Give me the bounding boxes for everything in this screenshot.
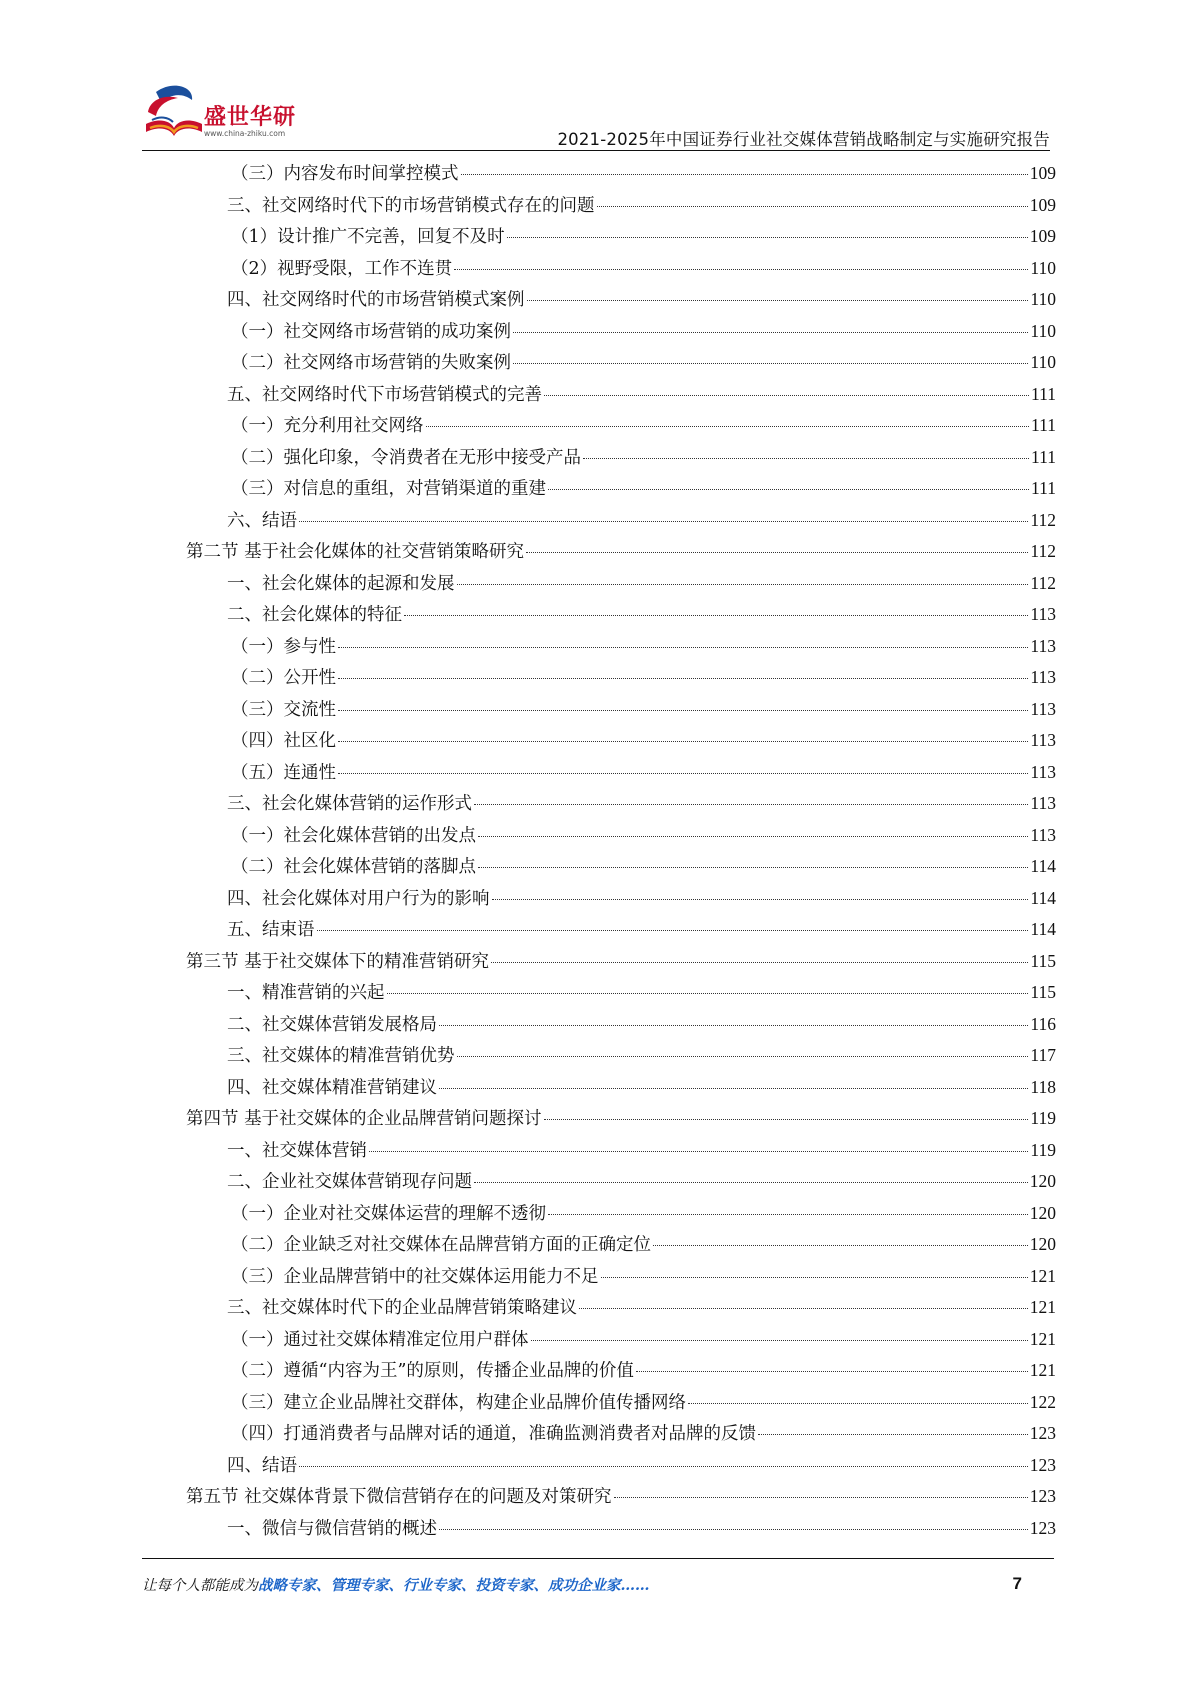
toc-entry[interactable] xyxy=(186,1263,1056,1295)
toc-entry-page: 121 xyxy=(1029,1265,1056,1286)
toc-dot-leader xyxy=(636,1371,1028,1372)
toc-entry-title: （三）交流性 xyxy=(231,699,336,720)
toc-entry-title: 三、社会化媒体营销的运作形式 xyxy=(227,794,472,814)
toc-entry[interactable] xyxy=(186,664,1056,696)
page-header xyxy=(142,82,1050,154)
toc-entry-title: （一）通过社交媒体精准定位用户群体 xyxy=(231,1329,529,1350)
toc-entry[interactable] xyxy=(186,538,1056,570)
table-of-contents xyxy=(186,160,1056,1546)
toc-entry-page: 123 xyxy=(1029,1517,1056,1538)
toc-entry-title: 三、社交网络时代下的市场营销模式存在的问题 xyxy=(227,195,595,216)
toc-entry[interactable] xyxy=(186,1168,1056,1200)
toc-dot-leader xyxy=(614,1497,1028,1498)
toc-entry-title: （五）连通性 xyxy=(231,762,336,783)
toc-dot-leader xyxy=(527,300,1029,301)
toc-entry-page: 114 xyxy=(1030,919,1056,939)
toc-entry[interactable] xyxy=(186,1515,1056,1547)
toc-entry-page: 113 xyxy=(1030,667,1056,687)
toc-entry-title: （一）参与性 xyxy=(231,636,336,657)
toc-entry-title: （2）视野受限，工作不连贯 xyxy=(231,258,453,279)
toc-entry-page: 123 xyxy=(1029,1454,1056,1475)
logo-name: 盛世华研 xyxy=(204,105,297,130)
toc-dot-leader xyxy=(478,867,1028,868)
toc-entry-page: 113 xyxy=(1030,604,1056,624)
footer-slogan-prefix: 让每个人都能成为 xyxy=(142,1578,258,1594)
toc-entry-title: （四）社区化 xyxy=(231,731,336,751)
toc-entry[interactable] xyxy=(186,1420,1056,1452)
toc-entry-title: （三）对信息的重组，对营销渠道的重建 xyxy=(231,479,546,499)
toc-entry-page: 118 xyxy=(1030,1076,1056,1097)
toc-entry[interactable] xyxy=(186,192,1056,224)
toc-dot-leader xyxy=(688,1403,1028,1404)
toc-entry-page: 109 xyxy=(1029,194,1056,215)
toc-entry[interactable] xyxy=(186,853,1056,885)
toc-dot-leader xyxy=(548,489,1029,490)
toc-dot-leader xyxy=(653,1245,1028,1246)
toc-entry-title: （一）企业对社交媒体运营的理解不透彻 xyxy=(231,1203,546,1224)
toc-entry-title: 三、社交媒体时代下的企业品牌营销策略建议 xyxy=(227,1298,577,1318)
toc-entry-page: 111 xyxy=(1031,446,1056,467)
toc-entry[interactable] xyxy=(186,916,1056,948)
toc-entry-title: 第二节 基于社会化媒体的社交营销策略研究 xyxy=(186,542,525,562)
toc-dot-leader xyxy=(583,458,1029,459)
footer-slogan-roles: 战略专家、管理专家、行业专家、投资专家、成功企业家…… xyxy=(258,1577,650,1594)
toc-entry-title: （二）企业缺乏对社交媒体在品牌营销方面的正确定位 xyxy=(231,1235,651,1255)
toc-entry[interactable] xyxy=(186,979,1056,1011)
toc-entry-page: 113 xyxy=(1030,793,1056,813)
toc-entry[interactable] xyxy=(186,727,1056,759)
toc-entry-title: 四、社交网络时代的市场营销模式案例 xyxy=(227,290,525,310)
toc-entry-page: 113 xyxy=(1030,730,1056,750)
toc-entry[interactable] xyxy=(186,633,1056,665)
toc-entry-page: 119 xyxy=(1030,1108,1056,1128)
toc-entry-page: 112 xyxy=(1030,509,1056,530)
toc-entry[interactable] xyxy=(186,1200,1056,1232)
toc-entry-page: 111 xyxy=(1031,415,1056,435)
toc-dot-leader xyxy=(369,1151,1028,1152)
toc-dot-leader xyxy=(457,1056,1029,1057)
toc-dot-leader xyxy=(461,174,1028,175)
toc-entry-page: 112 xyxy=(1030,572,1056,593)
toc-dot-leader xyxy=(474,804,1028,805)
toc-entry-title: 一、社交媒体营销 xyxy=(227,1140,367,1161)
toc-dot-leader xyxy=(454,269,1028,270)
toc-entry[interactable] xyxy=(186,1452,1056,1484)
toc-entry[interactable] xyxy=(186,1011,1056,1043)
page-number: 7 xyxy=(1012,1574,1022,1593)
toc-entry-title: （三）企业品牌营销中的社交媒体运用能力不足 xyxy=(231,1266,599,1287)
toc-entry-page: 119 xyxy=(1030,1139,1056,1160)
toc-entry-page: 113 xyxy=(1030,698,1056,719)
toc-dot-leader xyxy=(338,678,1028,679)
toc-entry-title: 六、结语 xyxy=(227,510,297,531)
toc-dot-leader xyxy=(387,993,1029,994)
page-footer xyxy=(142,1574,1022,1598)
toc-dot-leader xyxy=(338,647,1028,648)
toc-dot-leader xyxy=(513,363,1028,364)
toc-entry[interactable] xyxy=(186,570,1056,602)
toc-entry-title: 五、社交网络时代下市场营销模式的完善 xyxy=(227,384,542,405)
toc-entry-page: 117 xyxy=(1030,1045,1056,1065)
toc-dot-leader xyxy=(426,426,1030,427)
toc-entry[interactable] xyxy=(186,759,1056,791)
toc-entry-title: 四、社会化媒体对用户行为的影响 xyxy=(227,888,490,909)
toc-entry[interactable] xyxy=(186,1231,1056,1263)
toc-entry-title: （三）建立企业品牌社交群体，构建企业品牌价值传播网络 xyxy=(231,1392,686,1413)
toc-entry-page: 123 xyxy=(1029,1486,1056,1506)
toc-dot-leader xyxy=(513,332,1028,333)
toc-entry-title: 第四节 基于社交媒体的企业品牌营销问题探讨 xyxy=(186,1109,542,1129)
toc-entry-title: 四、结语 xyxy=(227,1455,297,1476)
toc-entry-page: 112 xyxy=(1030,541,1056,561)
toc-entry-page: 111 xyxy=(1031,478,1056,498)
report-title: 2021-2025年中国证券行业社交媒体营销战略制定与实施研究报告 xyxy=(557,130,1050,149)
toc-entry[interactable] xyxy=(186,255,1056,287)
toc-entry-title: 一、社会化媒体的起源和发展 xyxy=(227,573,455,594)
toc-entry[interactable] xyxy=(186,160,1056,192)
toc-entry[interactable] xyxy=(186,790,1056,822)
toc-entry-title: 一、微信与微信营销的概述 xyxy=(227,1518,437,1539)
toc-entry-page: 115 xyxy=(1030,950,1056,971)
toc-entry-title: 四、社交媒体精准营销建议 xyxy=(227,1077,437,1098)
toc-entry-page: 113 xyxy=(1030,761,1056,782)
toc-entry-title: 一、精准营销的兴起 xyxy=(227,983,385,1003)
toc-entry-page: 123 xyxy=(1029,1423,1056,1443)
toc-entry[interactable] xyxy=(186,223,1056,255)
toc-entry[interactable] xyxy=(186,1137,1056,1169)
toc-entry-page: 109 xyxy=(1029,163,1056,183)
toc-entry[interactable] xyxy=(186,444,1056,476)
toc-dot-leader xyxy=(526,552,1028,553)
toc-entry[interactable] xyxy=(186,507,1056,539)
toc-entry-page: 110 xyxy=(1030,352,1056,372)
toc-entry-title: （二）社交网络市场营销的失败案例 xyxy=(231,353,511,373)
toc-entry-page: 113 xyxy=(1030,635,1056,656)
toc-entry[interactable] xyxy=(186,822,1056,854)
logo-url: www.china-zhiku.com xyxy=(204,129,286,138)
toc-entry-title: 第五节 社交媒体背景下微信营销存在的问题及对策研究 xyxy=(186,1487,612,1507)
toc-dot-leader xyxy=(457,584,1029,585)
toc-entry[interactable] xyxy=(186,948,1056,980)
toc-dot-leader xyxy=(491,962,1028,963)
toc-entry[interactable] xyxy=(186,1294,1056,1326)
toc-dot-leader xyxy=(544,395,1029,396)
toc-entry[interactable] xyxy=(186,381,1056,413)
toc-entry[interactable] xyxy=(186,1105,1056,1137)
toc-entry[interactable] xyxy=(186,1389,1056,1421)
toc-entry-title: （二）遵循“内容为王”的原则，传播企业品牌的价值 xyxy=(231,1361,634,1381)
company-logo xyxy=(142,82,312,146)
toc-dot-leader xyxy=(439,1529,1028,1530)
toc-dot-leader xyxy=(338,741,1028,742)
toc-dot-leader xyxy=(597,206,1028,207)
toc-entry-page: 116 xyxy=(1030,1013,1056,1034)
footer-divider xyxy=(142,1558,1054,1559)
toc-entry[interactable] xyxy=(186,1074,1056,1106)
toc-dot-leader xyxy=(474,1182,1028,1183)
toc-dot-leader xyxy=(338,710,1028,711)
toc-dot-leader xyxy=(758,1434,1028,1435)
toc-entry-title: （二）公开性 xyxy=(231,668,336,688)
logo-book-icon xyxy=(142,82,206,144)
toc-dot-leader xyxy=(507,237,1028,238)
toc-entry-title: 二、社会化媒体的特征 xyxy=(227,605,402,625)
toc-dot-leader xyxy=(404,615,1028,616)
toc-dot-leader xyxy=(439,1088,1028,1089)
toc-entry[interactable] xyxy=(186,885,1056,917)
toc-dot-leader xyxy=(492,899,1029,900)
toc-entry-title: （二）社会化媒体营销的落脚点 xyxy=(231,857,476,877)
toc-entry-page: 122 xyxy=(1029,1391,1056,1412)
toc-entry-title: （1）设计推广不完善，回复不及时 xyxy=(231,227,505,247)
toc-entry-title: 三、社交媒体的精准营销优势 xyxy=(227,1046,455,1066)
toc-entry[interactable] xyxy=(186,601,1056,633)
toc-entry[interactable] xyxy=(186,1326,1056,1358)
toc-entry[interactable] xyxy=(186,349,1056,381)
toc-entry-title: （四）打通消费者与品牌对话的通道，准确监测消费者对品牌的反馈 xyxy=(231,1424,756,1444)
toc-dot-leader xyxy=(317,930,1029,931)
toc-entry[interactable] xyxy=(186,318,1056,350)
toc-dot-leader xyxy=(531,1340,1028,1341)
toc-entry-title: （一）充分利用社交网络 xyxy=(231,416,424,436)
toc-entry-title: 第三节 基于社交媒体下的精准营销研究 xyxy=(186,951,490,972)
toc-entry[interactable] xyxy=(186,286,1056,318)
toc-entry-page: 110 xyxy=(1030,257,1056,278)
toc-entry-title: 二、企业社交媒体营销现存问题 xyxy=(227,1172,472,1192)
toc-dot-leader xyxy=(478,836,1028,837)
toc-entry-page: 121 xyxy=(1029,1360,1056,1380)
toc-dot-leader xyxy=(601,1277,1028,1278)
toc-entry-page: 121 xyxy=(1029,1328,1056,1349)
toc-dot-leader xyxy=(544,1119,1029,1120)
toc-dot-leader xyxy=(579,1308,1028,1309)
toc-entry-page: 109 xyxy=(1029,226,1056,246)
toc-entry[interactable] xyxy=(186,696,1056,728)
toc-entry-page: 121 xyxy=(1029,1297,1056,1317)
toc-entry[interactable] xyxy=(186,1357,1056,1389)
toc-dot-leader xyxy=(548,1214,1028,1215)
toc-entry-page: 113 xyxy=(1030,824,1056,845)
header-divider xyxy=(142,150,1050,151)
toc-entry-page: 111 xyxy=(1031,383,1056,404)
toc-entry[interactable] xyxy=(186,1042,1056,1074)
toc-entry-page: 114 xyxy=(1030,856,1056,876)
toc-dot-leader xyxy=(439,1025,1028,1026)
toc-entry[interactable] xyxy=(186,1483,1056,1515)
toc-dot-leader xyxy=(299,1466,1028,1467)
toc-dot-leader xyxy=(338,773,1028,774)
toc-dot-leader xyxy=(299,521,1028,522)
toc-entry[interactable] xyxy=(186,475,1056,507)
toc-entry-title: 五、结束语 xyxy=(227,920,315,940)
toc-entry-page: 115 xyxy=(1030,982,1056,1002)
toc-entry-title: （一）社会化媒体营销的出发点 xyxy=(231,825,476,846)
toc-entry-page: 120 xyxy=(1029,1171,1056,1191)
toc-entry[interactable] xyxy=(186,412,1056,444)
toc-entry-title: （二）强化印象，令消费者在无形中接受产品 xyxy=(231,447,581,468)
toc-entry-page: 110 xyxy=(1030,320,1056,341)
toc-entry-page: 120 xyxy=(1029,1202,1056,1223)
toc-entry-page: 114 xyxy=(1030,887,1056,908)
toc-entry-page: 120 xyxy=(1029,1234,1056,1254)
toc-entry-title: （三）内容发布时间掌控模式 xyxy=(231,164,459,184)
toc-entry-title: 二、社交媒体营销发展格局 xyxy=(227,1014,437,1035)
toc-entry-page: 110 xyxy=(1030,289,1056,309)
toc-entry-title: （一）社交网络市场营销的成功案例 xyxy=(231,321,511,342)
